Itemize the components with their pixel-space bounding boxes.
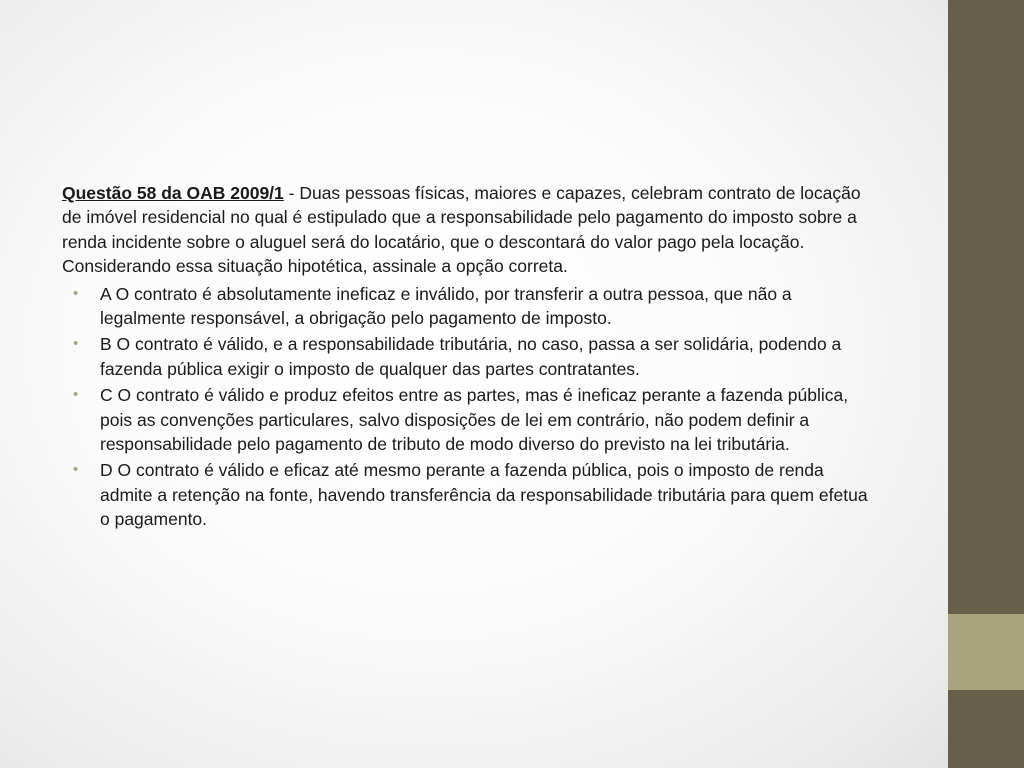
bullet-icon: • <box>73 386 79 404</box>
bullet-icon: • <box>73 335 79 353</box>
side-bar-accent-block <box>948 614 1024 690</box>
option-c <box>62 383 880 456</box>
bullet-icon: • <box>73 284 79 302</box>
option-list <box>62 282 880 532</box>
bullet-icon: • <box>73 461 79 479</box>
option-a-text: A O contrato é absolutamente ineficaz e inválido, por transferir a outra pessoa, que não a legalmente responsável, a obrigação pelo pagamento de imposto. <box>100 283 792 329</box>
option-d-text: D O contrato é válido e eficaz até mesmo perante a fazenda pública, pois o imposto de renda admite a retenção na fonte, havendo transferência da responsabilidade tributária para quem efetua o pagamento. <box>100 460 868 530</box>
question-text: - Duas pessoas físicas, maiores e capazes, celebram contrato de locação de imóvel residencial no qual é estipulado que a responsabilidade pelo pagamento do imposto sobre a renda incidente sobre o aluguel será do locatário, que o descontará do valor pago pela locação. Considerando essa situação hipotética, assinale a opção correta. <box>62 183 861 277</box>
option-d <box>62 458 880 531</box>
question-intro <box>62 181 880 279</box>
option-b-text: B O contrato é válido, e a responsabilidade tributária, no caso, passa a ser solidária, podendo a fazenda pública exigir o imposto de qualquer das partes contratantes. <box>100 334 842 379</box>
option-a <box>62 282 880 331</box>
question-title: Questão 58 da OAB 2009/1 <box>62 183 284 203</box>
option-b <box>62 332 880 381</box>
option-c-text: C O contrato é válido e produz efeitos entre as partes, mas é ineficaz perante a fazenda pública, pois as convenções particulares, salvo disposições de lei em contrário, não podem definir a responsabilidade pelo pagamento de tributo de modo diverso do previsto na lei tributária. <box>100 385 849 455</box>
slide-content <box>62 181 880 534</box>
